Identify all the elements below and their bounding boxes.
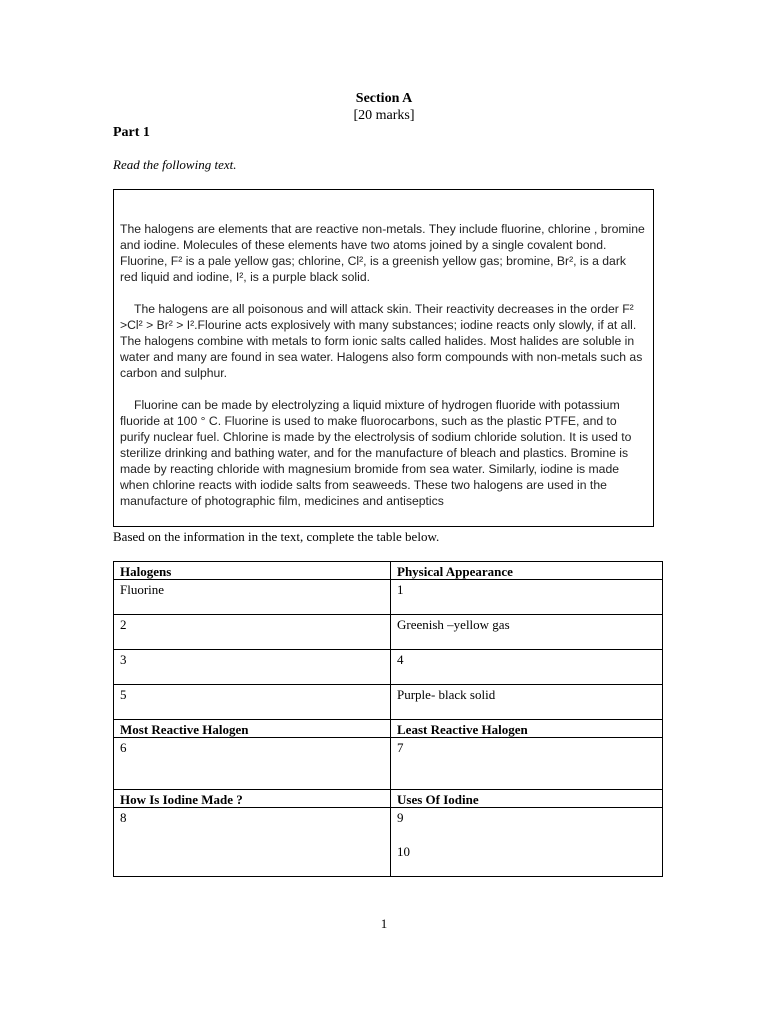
halogen-cell[interactable]: 3 (114, 650, 391, 685)
table-row (114, 580, 663, 615)
iodine-uses-cell[interactable] (391, 808, 663, 877)
table-header-row (114, 720, 663, 738)
section-title: Section A (355, 91, 413, 106)
section-marks: [20 marks] (353, 108, 415, 123)
header-halogens: Halogens (114, 562, 391, 580)
halogen-cell[interactable]: 5 (114, 685, 391, 720)
header-least-reactive: Least Reactive Halogen (391, 720, 663, 738)
iodine-use-9: 9 (397, 810, 404, 825)
halogen-cell[interactable]: Fluorine (114, 580, 391, 615)
header-how-iodine-made: How Is Iodine Made ? (114, 790, 391, 808)
passage-paragraph-2: The halogens are all poisonous and will attack skin. Their reactivity decreases in the order F² >Cl² > Br² > I².Flourine acts explosively with many substances; iodine reacts only slowly, if at all. The halogens combine with metals to form ionic salts called halides. Most halides are soluble in water and many are found in sea water. Halogens also form compounds with non-metals such as carbon and sulphur. (120, 302, 643, 380)
passage-paragraph-1: The halogens are elements that are reactive non-metals. They include fluorine, chlorine , bromine and iodine. Molecules of these elements have two atoms joined by a single covalent bond. Fluorine, F² is a pale yellow gas; chlorine, Cl², is a greenish yellow gas; bromine, Br², is a dark red liquid and iodine, I², is a purple black solid. (120, 222, 645, 284)
table-row (114, 650, 663, 685)
table-row (114, 615, 663, 650)
reading-instruction: Read the following text. (113, 157, 237, 172)
appearance-cell[interactable]: Greenish –yellow gas (391, 615, 663, 650)
header-most-reactive: Most Reactive Halogen (114, 720, 391, 738)
table-row (114, 685, 663, 720)
table-row (114, 808, 663, 877)
page-number: 1 (380, 916, 388, 931)
iodine-use-10: 10 (397, 844, 410, 859)
answer-table (113, 561, 663, 877)
table-row (114, 738, 663, 790)
table-header-row (114, 790, 663, 808)
iodine-made-cell[interactable]: 8 (114, 808, 391, 877)
part-title: Part 1 (113, 125, 150, 140)
appearance-cell[interactable]: 1 (391, 580, 663, 615)
table-instruction: Based on the information in the text, complete the table below. (113, 529, 440, 544)
appearance-cell[interactable]: 4 (391, 650, 663, 685)
least-reactive-cell[interactable]: 7 (391, 738, 663, 790)
header-uses-of-iodine: Uses Of Iodine (391, 790, 663, 808)
reading-passage-box (113, 189, 654, 527)
table-header-row (114, 562, 663, 580)
halogen-cell[interactable]: 2 (114, 615, 391, 650)
passage-paragraph-3: Fluorine can be made by electrolyzing a liquid mixture of hydrogen fluoride with potassium fluoride at 100 ° C. Fluorine is used to make fluorocarbons, such as the plastic PTFE, and to purify nuclear fuel. Chlorine is made by the electrolysis of sodium chloride solution. It is used to sterilize drinking and bathing water, and for the manufacture of bleach and plastics. Bromine is made by reacting chloride with magnesium bromide from sea water. Similarly, iodine is made when chlorine reacts with iodide salts from seaweeds. These two halogens are used in the manufacture of photographic film, medicines and antiseptics (120, 398, 632, 508)
appearance-cell[interactable]: Purple- black solid (391, 685, 663, 720)
header-physical-appearance: Physical Appearance (391, 562, 663, 580)
most-reactive-cell[interactable]: 6 (114, 738, 391, 790)
